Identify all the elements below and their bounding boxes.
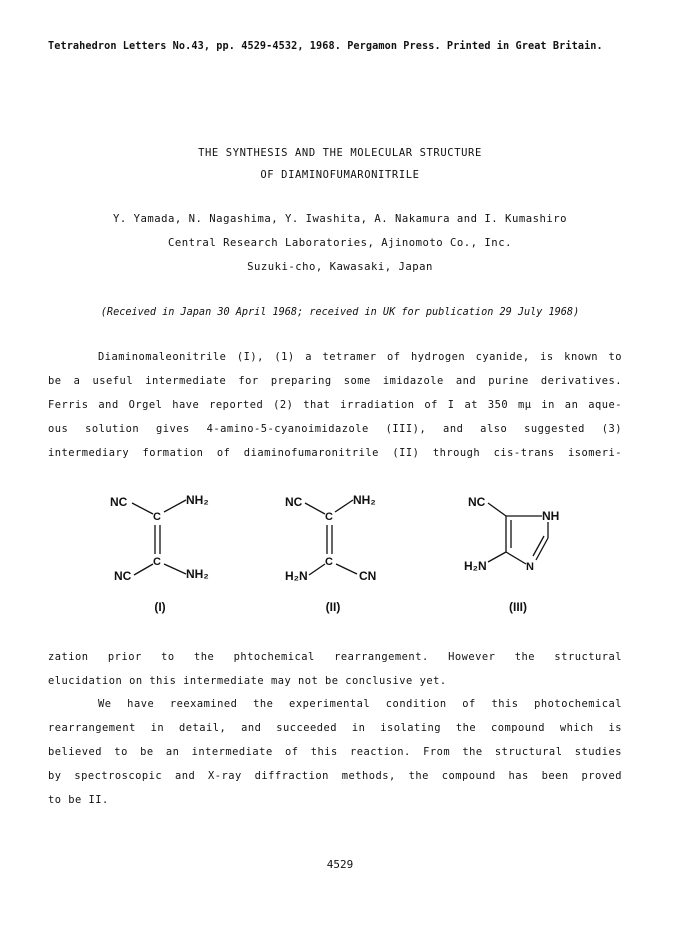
structure-II-diagram (285, 490, 395, 604)
body-line: by spectroscopic and X-ray diffraction methods, the compound has been proved (48, 770, 622, 782)
group-label: NH (542, 509, 560, 523)
structure-II-label: (II) (325, 600, 341, 614)
received-date: (Received in Japan 30 April 1968; received in UK for publication 29 July 1968) (100, 307, 580, 318)
paper-title-line-1: THE SYNTHESIS AND THE MOLECULAR STRUCTURE (198, 147, 482, 159)
body-line: Ferris and Orgel have reported (2) that irradiation of I at 350 mμ in an aque- (48, 399, 622, 411)
group-label: NH₂ (186, 493, 209, 507)
group-label: CN (359, 569, 377, 583)
page-number: 4529 (326, 858, 354, 871)
body-line: to be II. (48, 794, 109, 806)
group-label: C (153, 556, 161, 568)
body-line: elucidation on this intermediate may not be conclusive yet. (48, 675, 447, 687)
group-label: NH₂ (353, 493, 376, 507)
address: Suzuki-cho, Kawasaki, Japan (247, 261, 433, 273)
group-label: C (153, 511, 161, 523)
body-line: We have reexamined the experimental condition of this photochemical (98, 698, 622, 710)
group-label: NC (285, 495, 303, 509)
group-label: NC (468, 495, 486, 509)
structure-III-diagram (460, 490, 580, 604)
group-label: NH₂ (186, 567, 209, 581)
body-line: intermediary formation of diaminofumaronitrile (II) through cis-trans isomeri- (48, 447, 622, 459)
group-label: H₂N (285, 569, 308, 583)
author-list: Y. Yamada, N. Nagashima, Y. Iwashita, A. Nakamura and I. Kumashiro (113, 213, 567, 225)
body-line: believed to be an intermediate of this reaction. From the structural studies (48, 746, 622, 758)
group-label: C (325, 511, 333, 523)
structure-I-diagram (110, 490, 220, 604)
affiliation: Central Research Laboratories, Ajinomoto Co., Inc. (168, 237, 512, 249)
structure-I-label: (I) (154, 600, 166, 614)
group-label: N (526, 561, 534, 573)
group-label: NC (110, 495, 128, 509)
group-label: C (325, 556, 333, 568)
body-line: zation prior to the phtochemical rearrangement. However the structural (48, 651, 622, 663)
structure-III-label: (III) (509, 600, 527, 614)
body-line: be a useful intermediate for preparing some imidazole and purine derivatives. (48, 375, 622, 387)
body-line: ous solution gives 4-amino-5-cyanoimidazole (III), and also suggested (3) (48, 423, 622, 435)
body-line: rearrangement in detail, and succeeded in isolating the compound which is (48, 722, 622, 734)
paper-title-line-2: OF DIAMINOFUMARONITRILE (260, 169, 420, 181)
group-label: NC (114, 569, 132, 583)
group-label: H₂N (464, 559, 487, 573)
journal-citation: Tetrahedron Letters No.43, pp. 4529-4532, 1968. Pergamon Press. Printed in Great Britain. (48, 41, 603, 52)
body-line: Diaminomaleonitrile (I), (1) a tetramer of hydrogen cyanide, is known to (98, 351, 622, 363)
